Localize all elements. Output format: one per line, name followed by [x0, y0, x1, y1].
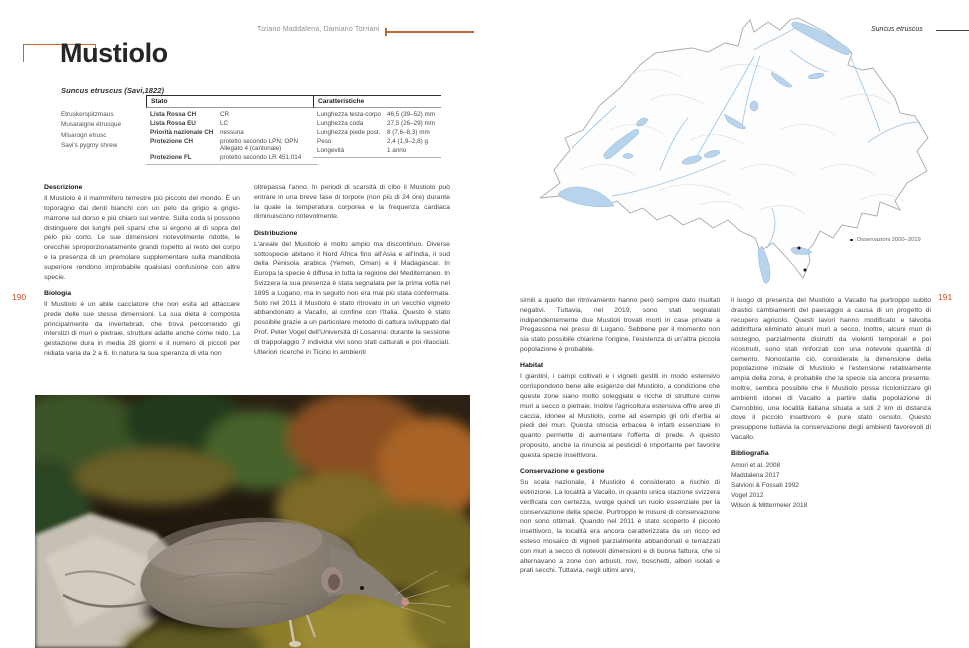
shrew-photo	[35, 395, 470, 648]
paragraph: Il Mustiolo è il mammifero terrestre più piccolo del mondo. È un toporagno dai denti bianchi con un pelo da grigio a grigio-marrone sul dorso e più chiaro sul ventre. Sulla coda si possono distinguere dei lunghi peli sparsi che si ergono al di sopra del pelo più corto. Le sue dimensioni notevolmente ridotte, le orecchie sproporzionatamente grandi rispetto al resto del corpo e la presenza di un premolare supplementare sulla mandibola superiore rendono improbabile qualsiasi confusione con altre specie.	[44, 195, 240, 281]
page-number-right: 191	[938, 292, 953, 302]
paragraph: il luogo di presenza del Mustiolo a Vacallo ha purtroppo subito drastici cambiamenti del paesaggio a causa di un progetto di recupero agricolo. Questi lavori hanno modificato e talvolta addirittura eliminato alcuni muri a secco. Inoltre, alcuni muri di sostegno, parzialmente distrutti da violenti temporali e poi ricostruiti, sono stati rinforzati con una notevole quantità di cemento. Nonostante ciò, considerate la dimensione della popolazione iniziale di Mustiolo e l'estensione relativamente ampia della zona, è probabile che la specie sia ancora presente. Inoltre, sembra possibile che il Mustiolo possa ricolonizzare gli ambienti idonei di Vacallo a partire dalla popolazione di Cernobbio, una località italiana situata a soli 2 km di distanza dove il piccolo insettivoro è pure stato censito. Questo presuppone tuttavia la conservazione degli ambienti favorevoli di Vacallo.	[731, 297, 931, 441]
authors-line: Tiziano Maddalena, Damiano Torriani	[257, 26, 380, 33]
table-row: Lunghezza coda 27,5 (26–29) mm	[317, 119, 435, 127]
traits-table	[313, 95, 441, 158]
page-title: Mustiolo	[60, 38, 168, 68]
common-name: Misarogn etrusc	[61, 131, 107, 139]
text-column-4	[731, 296, 931, 511]
common-name: Musaraigne étrusque	[61, 121, 122, 129]
text-column-3	[520, 296, 720, 576]
section-heading-distribuzione: Distribuzione	[254, 229, 298, 237]
paragraph: oltrepassa l'anno. In periodi di scarsità di cibo il Mustiolo può entrare in una breve fase di torpore (non più di 24 ore) durante la quale la temperatura corporea e la frequenza cardiaca diminuiscono notevolmente.	[254, 184, 450, 221]
observation-dot-icon	[850, 239, 853, 242]
paragraph: simili a quello del ritrovamento hanno però sempre dato risultati negativi. Tuttavia, nel 2019, sono stati segnalati indipendentemente due Mustioli trovati morti in case private a Pregassona nei pressi di Lugano. Sebbene per il momento non sia stato possibile chiarirne l'origine, l'esistenza di un'altra piccola popolazione è probabile.	[520, 297, 720, 353]
map-legend	[850, 237, 921, 243]
page-number-left: 190	[12, 292, 27, 302]
traits-table-title: Caratteristiche	[313, 96, 441, 108]
text-column-1	[44, 183, 240, 359]
section-heading-habitat: Habitat	[520, 362, 544, 370]
table-row: Lunghezza piede post. 8 (7,6–8,3) mm	[317, 128, 430, 136]
common-name: Savi's pygmy shrew	[61, 142, 118, 150]
distribution-map	[540, 10, 935, 285]
bibliography-entry: Amori et al. 2008	[731, 461, 781, 469]
section-heading-descrizione: Descrizione	[44, 184, 83, 191]
bibliography-list	[731, 461, 931, 511]
paragraph: L'areale del Mustiolo è molto ampio ma discontinuo. Diverse sottospecie abitano il Nord Africa fino all'Asia e all'India, il sud della Penisola arabica (Yemen, Oman) e il Madagascar. In Europa la specie è diffusa in tutta la regione del Mediterraneo. In Svizzera la sua presenza è stata segnalata per la prima volta nel 1895 a Lugano, ma in seguito non era mai più stata confermata. Solo nel 2011 il Mustiolo è stato ritrovato in un vecchio vigneto abbandonato a Vacallo, al confine con l'Italia. Questo è stato possibile grazie a un particolare metodo di cattura sviluppato dal Prof. Peter Vogel dell'Università di Losanna: durante la sessione di trappolaggio 7 individui vivi sono stati catturati e poi rilasciati. Ulteriori ricerche in Ticino in ambienti	[254, 240, 450, 356]
table-row: Protezione CH protetto secondo LPN; OPN Allegato 4 (cantonale)	[150, 138, 299, 153]
status-table-title: Stato	[146, 96, 318, 108]
bibliography-entry: Wilson & Mittermeier 2018	[731, 501, 808, 509]
table-row: Lunghezza testa-corpo 46,5 (39–52) mm	[317, 110, 435, 118]
header-rule-right	[936, 30, 969, 31]
table-row: Priorità nazionale CH nessuna	[150, 128, 244, 136]
bibliography-entry: Maddalena 2017	[731, 471, 780, 479]
bibliography-entry: Salvioni & Fossati 1992	[731, 481, 799, 489]
section-heading-conservazione: Conservazione e gestione	[520, 468, 605, 475]
status-table	[146, 95, 318, 165]
shrew-photo-illustration	[35, 395, 470, 648]
section-heading-bibliografia: Bibliografia	[731, 450, 769, 458]
bibliography-entry: Vogel 2012	[731, 491, 764, 499]
switzerland-map	[540, 10, 935, 285]
header-rule-left	[385, 28, 474, 36]
table-row: Lista Rossa CH CR	[150, 110, 230, 118]
common-name: Etruskerspitzmaus	[61, 111, 114, 118]
text-column-2	[254, 183, 450, 357]
species-scientific-name: Suncus etruscus (Savi,1822)	[61, 86, 164, 95]
section-heading-biologia: Biologia	[44, 289, 71, 297]
running-head-species: Suncus etruscus	[871, 26, 923, 33]
legend-label: Osservazioni 2000–2019	[856, 237, 921, 243]
table-row: Lista Rossa EU LC	[150, 119, 229, 127]
table-row: Peso 2,4 (1,9–2,8) g	[317, 138, 428, 146]
table-row: Protezione FL protetto secondo LR 451.014	[150, 154, 302, 162]
paragraph: Su scala nazionale, il Mustiolo è considerato a rischio di estinzione. La località a Vacallo, in quanto unica stazione svizzera verificata con certezza, svolge quindi un ruolo essenziale per la conservazione della specie. Purtroppo le misure di conservazione non sono ottimali. Quando nel 2011 è stato scoperto il piccolo insettivoro, la località era ancora caratterizzata da un ricco ed esteso mosaico di vigneti parzialmente abbandonati e terrazzati con muri a secco di notevoli dimensioni e di buona fattura, che si alternavano a zone con arbusti, rovi, boschetti, alberi isolati e prati secchi. Tuttavia, negli ultimi anni,	[520, 479, 720, 575]
common-names-list	[61, 110, 121, 152]
paragraph: I giardini, i campi coltivati e i vigneti gestiti in modo estensivo corrispondono bene alle esigenze del Mustiolo, a condizione che queste zone siano molto soleggiate e ricche di strutture come muri a secco o pietraie. Inoltre l'agricoltura estensiva offre aree di caccia, idonee al Mustiolo, come ad esempio gli orli d'erba ai piedi dei muri. Questa striscia erbacea è infatti essenziale in quanto permette di aumentare l'offerta di prede. A questo proposito, anche la rinuncia ai pesticidi è importante per favorire questa specie insettivora.	[520, 373, 720, 459]
paragraph: Il Mustiolo è un abile cacciatore che non esita ad attaccare prede delle sue stesse dimensioni. La sua dieta è composta principalmente da invertebrati, che trova percorrendo gli interstizi di muri e pietraie, strutture adatte anche come nido. La gestazione dura in media 28 giorni e il numero di piccoli per nidiata varia da 2 a 6. In natura la sua speranza di vita non	[44, 301, 240, 357]
table-row: Longevità 1 anno	[317, 147, 407, 155]
